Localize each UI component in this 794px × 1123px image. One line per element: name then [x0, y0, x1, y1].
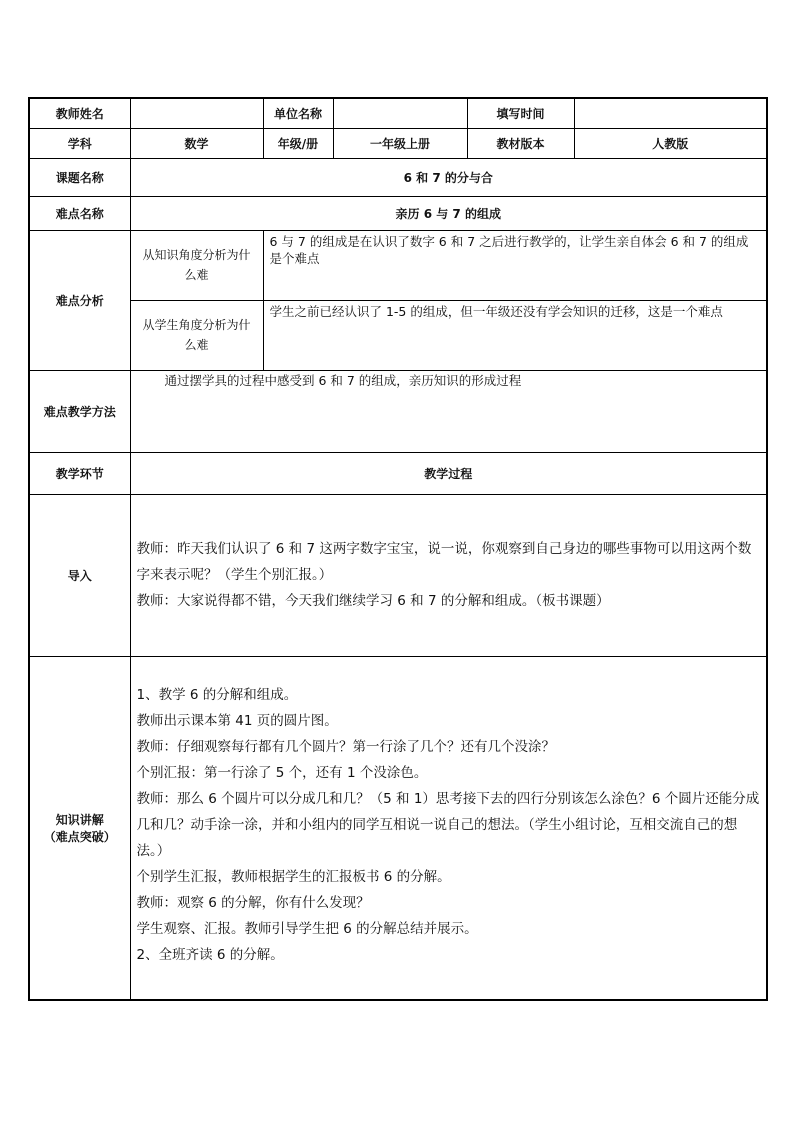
- subject-row: [29, 128, 767, 158]
- teaching-method-text: 通过摆学具的过程中感受到 6 和 7 的组成，亲历知识的形成过程: [130, 370, 767, 452]
- student-angle-label: 从学生角度分析为什么难: [130, 300, 263, 370]
- knowledge-section-label: [29, 656, 130, 1000]
- lesson-title-value: 6 和 7 的分与合: [130, 158, 767, 196]
- difficulty-name-value: 亲历 6 与 7 的组成: [130, 196, 767, 230]
- analysis-knowledge-row: [29, 230, 767, 300]
- knowledge-line: 教师：那么 6 个圆片可以分成几和几？（5 和 1）思考接下去的四行分别该怎么涂色？6 个圆片还能分成几和几？动手涂一涂，并和小组内的同学互相说一说自己的想法。（学生小组讨论，互相交流自己的想法。）: [136, 790, 760, 859]
- knowledge-content: [130, 656, 767, 1000]
- knowledge-angle-text: 6 与 7 的组成是在认识了数字 6 和 7 之后进行教学的，让学生亲自体会 6 和 7 的组成是个难点: [263, 230, 767, 300]
- subject-label: 学科: [29, 128, 130, 158]
- difficulty-name-label: 难点名称: [29, 196, 130, 230]
- intro-line: 教师：大家说得都不错，今天我们继续学习 6 和 7 的分解和组成。（板书课题）: [136, 593, 610, 609]
- knowledge-angle-label: 从知识角度分析为什么难: [130, 230, 263, 300]
- intro-line: 教师：昨天我们认识了 6 和 7 这两字数字宝宝，说一说，你观察到自己身边的哪些事物可以用这两个数字来表示呢？（学生个别汇报。）: [136, 541, 752, 583]
- student-angle-text: 学生之前已经认识了 1-5 的组成，但一年级还没有学会知识的迁移，这是一个难点: [263, 300, 767, 370]
- fill-time-field[interactable]: [574, 98, 767, 128]
- knowledge-label: 知识讲解: [55, 812, 104, 827]
- fill-time-label: 填写时间: [467, 98, 574, 128]
- difficulty-analysis-label: 难点分析: [29, 230, 130, 370]
- header-row: [29, 98, 767, 128]
- edition-label: 教材版本: [467, 128, 574, 158]
- analysis-student-row: [29, 300, 767, 370]
- teacher-name-label: 教师姓名: [29, 98, 130, 128]
- method-row: [29, 370, 767, 452]
- knowledge-line: 教师出示课本第 41 页的圆片图。: [136, 712, 338, 729]
- intro-row: [29, 494, 767, 656]
- grade-value: 一年级上册: [333, 128, 467, 158]
- teacher-name-field[interactable]: [130, 98, 263, 128]
- knowledge-line: 教师：仔细观察每行都有几个圆片？第一行涂了几个？还有几个没涂？: [136, 738, 555, 755]
- process-header-row: [29, 452, 767, 494]
- intro-label: 导入: [29, 494, 130, 656]
- teaching-process-header: 教学过程: [130, 452, 767, 494]
- knowledge-line: 1、教学 6 的分解和组成。: [136, 686, 298, 703]
- knowledge-line: 个别汇报：第一行涂了 5 个，还有 1 个没涂色。: [136, 764, 428, 781]
- knowledge-label-sub: （难点突破）: [43, 829, 116, 844]
- lesson-plan-form: [28, 97, 766, 1001]
- edition-value: 人教版: [574, 128, 767, 158]
- unit-name-label: 单位名称: [263, 98, 333, 128]
- lesson-plan-table: [28, 97, 768, 1001]
- knowledge-line: 个别学生汇报，教师根据学生的汇报板书 6 的分解。: [136, 868, 451, 885]
- lesson-row: [29, 158, 767, 196]
- unit-name-field[interactable]: [333, 98, 467, 128]
- teaching-stage-header: 教学环节: [29, 452, 130, 494]
- subject-value: 数学: [130, 128, 263, 158]
- knowledge-row: [29, 656, 767, 1000]
- difficulty-row: [29, 196, 767, 230]
- knowledge-line: 2、全班齐读 6 的分解。: [136, 946, 284, 963]
- teaching-method-label: 难点教学方法: [29, 370, 130, 452]
- intro-content: [130, 494, 767, 656]
- knowledge-line: 学生观察、汇报。教师引导学生把 6 的分解总结并展示。: [136, 920, 478, 937]
- knowledge-line: 教师：观察 6 的分解，你有什么发现？: [136, 894, 370, 911]
- lesson-title-label: 课题名称: [29, 158, 130, 196]
- grade-label: 年级/册: [263, 128, 333, 158]
